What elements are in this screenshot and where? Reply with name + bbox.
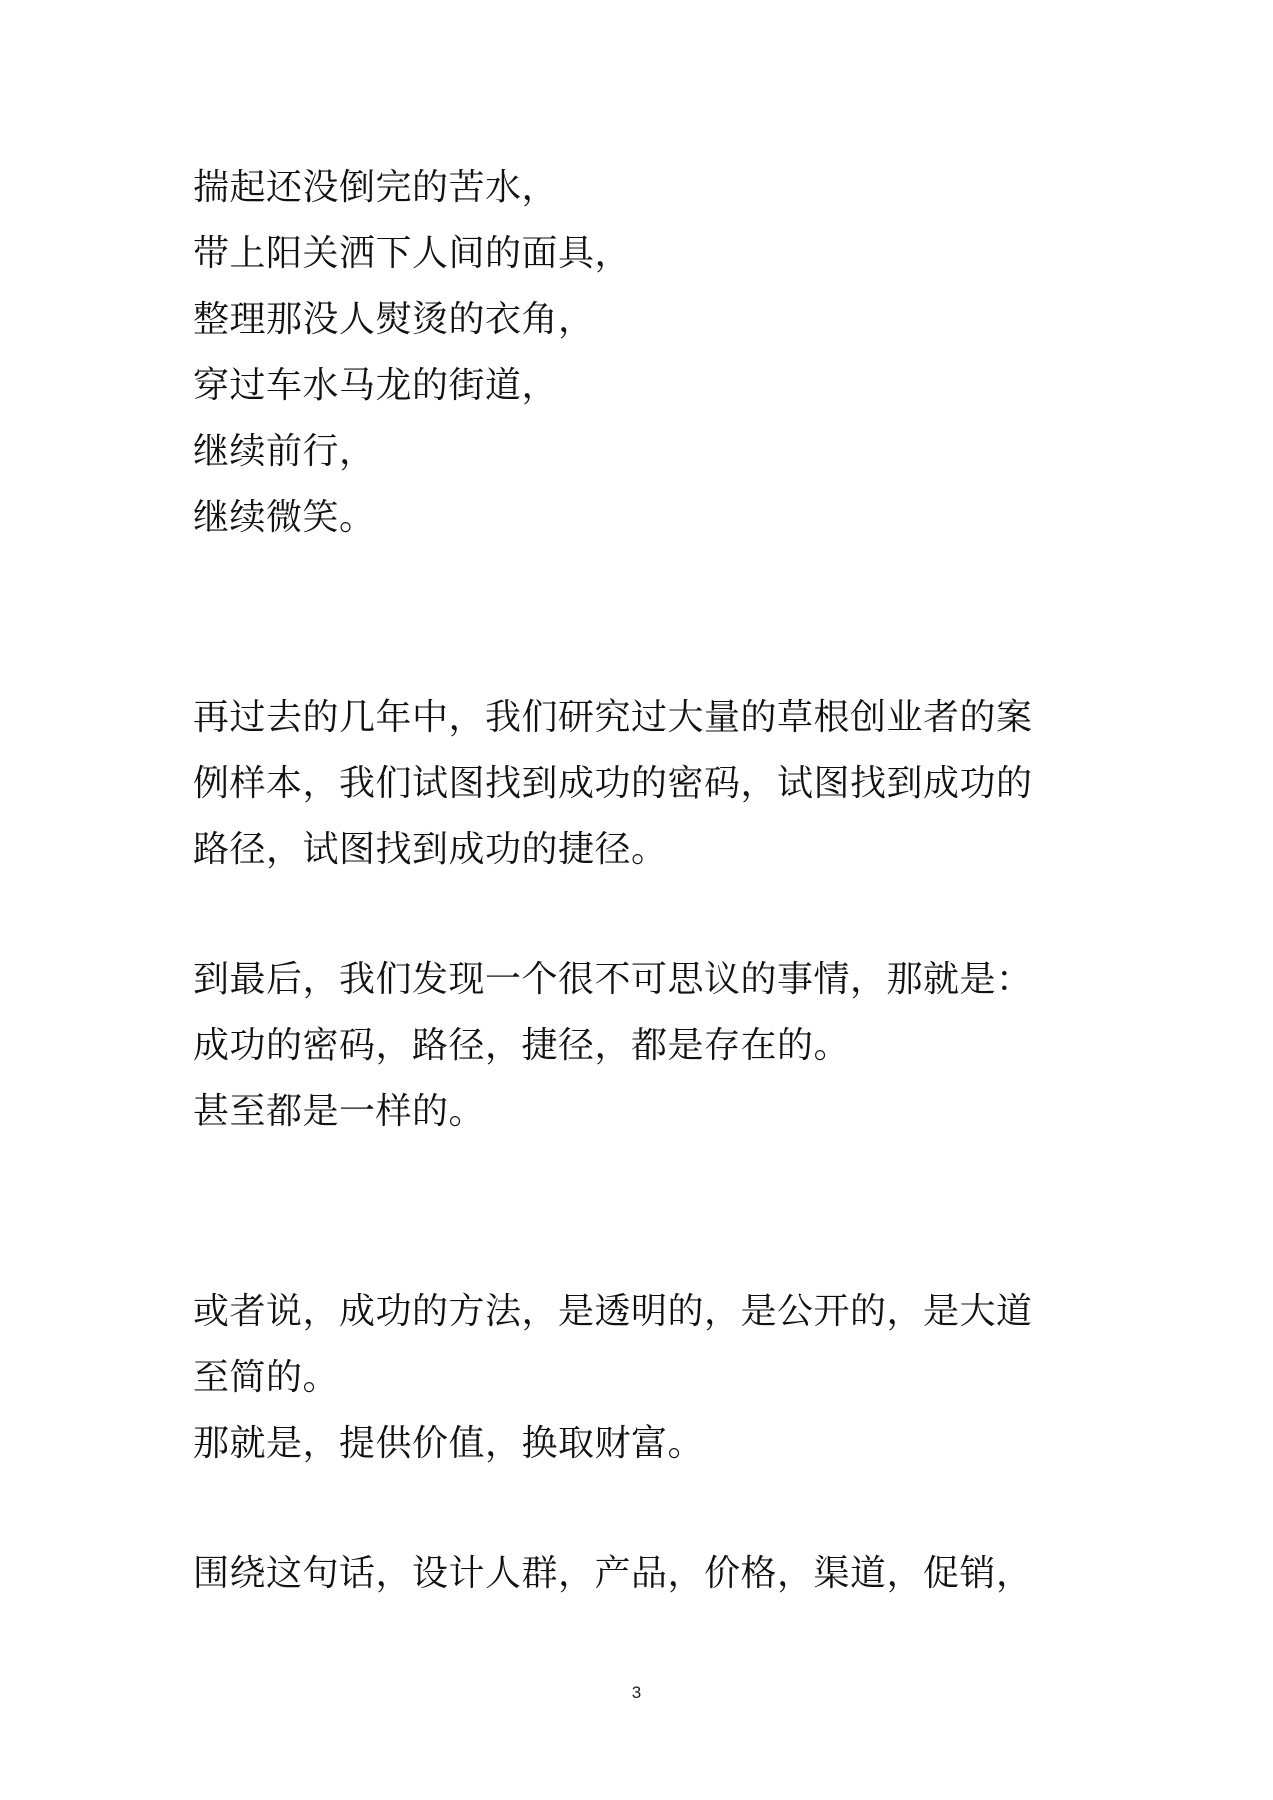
paragraph-3-line-2: 至简的。: [193, 1357, 340, 1398]
paragraph-2-line-1: 到最后，我们发现一个很不可思议的事情，那就是：: [193, 959, 1033, 1000]
paragraph-3-line-1: 或者说，成功的方法，是透明的，是公开的，是大道: [193, 1291, 1033, 1332]
poem-line-1: 揣起还没倒完的苦水，: [193, 167, 559, 208]
paragraph-2-line-2: 成功的密码，路径，捷径，都是存在的。: [193, 1025, 851, 1066]
poem-line-5: 继续前行，: [193, 431, 376, 472]
page-number: 3: [631, 1683, 642, 1702]
poem-line-2: 带上阳关洒下人间的面具，: [193, 233, 632, 274]
paragraph-1-line-1: 再过去的几年中，我们研究过大量的草根创业者的案: [193, 697, 1033, 738]
paragraph-2-line-3: 甚至都是一样的。: [193, 1091, 486, 1132]
paragraph-1-line-3: 路径，试图找到成功的捷径。: [193, 829, 668, 870]
poem-line-4: 穿过车水马龙的街道，: [193, 365, 559, 406]
paragraph-4-line-1: 围绕这句话，设计人群，产品，价格，渠道，促销，: [193, 1553, 1033, 1594]
poem-line-3: 整理那没人熨烫的衣角，: [193, 299, 595, 340]
poem-line-6: 继续微笑。: [193, 497, 376, 538]
paragraph-3-line-3: 那就是，提供价值，换取财富。: [193, 1423, 705, 1464]
paragraph-1-line-2: 例样本，我们试图找到成功的密码，试图找到成功的: [193, 763, 1033, 804]
